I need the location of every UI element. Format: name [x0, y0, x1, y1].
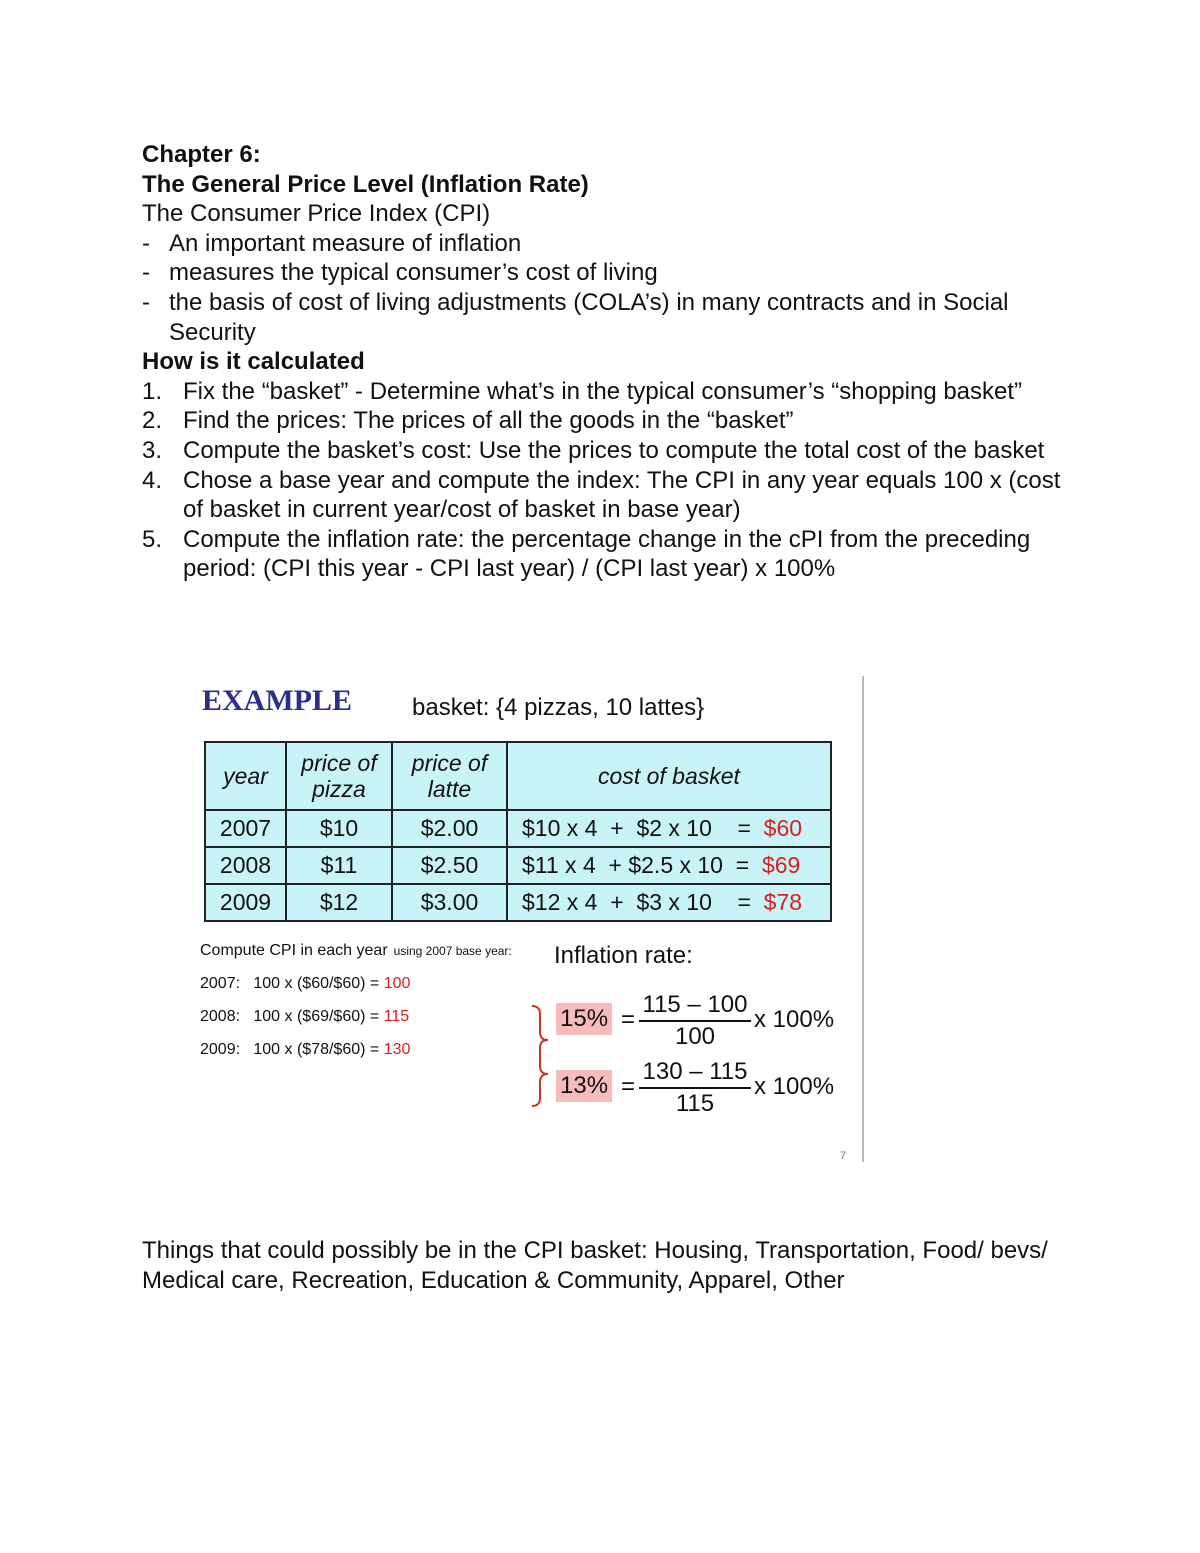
list-item: - An important measure of inflation: [142, 229, 1062, 259]
table-row: 2009 $12 $3.00 $12 x 4 + $3 x 10 = $78: [205, 884, 831, 921]
list-item: 5. Compute the inflation rate: the percentage change in the cPI from the preceding period: (CPI this year - CPI last year) / (CPI last year) x 100%: [142, 525, 1031, 583]
slide-divider: [862, 676, 864, 1162]
cpi-line: 2007: 100 x ($60/$60) = 100: [200, 975, 411, 992]
brace-icon: [526, 1004, 552, 1108]
chapter-label: Chapter 6:: [142, 141, 261, 168]
basket-cost-table: [204, 741, 832, 922]
list-item: - the basis of cost of living adjustments (COLA’s) in many contracts and in Social Security: [142, 288, 1062, 347]
cpi-base-note: using 2007 base year:: [393, 944, 512, 958]
cpi-points-list: [142, 229, 1062, 347]
list-item: 4. Chose a base year and compute the index: The CPI in any year equals 100 x (cost of basket in current year/cost of basket in base year): [142, 466, 1061, 524]
header-pizza: price of pizza: [286, 742, 392, 810]
basket-cost-value: $69: [761, 852, 801, 878]
basket-cost-value: $78: [763, 889, 803, 915]
list-item: 2. Find the prices: The prices of all the goods in the “basket”: [142, 407, 794, 435]
header-cost: cost of basket: [507, 742, 831, 810]
table-row: 2008 $11 $2.50 $11 x 4 + $2.5 x 10 = $69: [205, 847, 831, 884]
header-latte: price of latte: [392, 742, 507, 810]
slide-number: 7: [840, 1150, 847, 1162]
basket-label: basket: {4 pizzas, 10 lattes}: [412, 694, 705, 721]
table-row: 2007 $10 $2.00 $10 x 4 + $2 x 10 = $60: [205, 810, 831, 847]
table-header-row: [205, 742, 831, 810]
fraction-2008: $\frac{115 - 100}{100}$: [639, 991, 751, 1051]
header-year: year: [205, 742, 286, 810]
cpi-line: 2009: 100 x ($78/$60) = 130: [200, 1041, 411, 1058]
inflation-rate-2009: 13%: [556, 1070, 612, 1102]
inflation-rate-2008: 15%: [556, 1003, 612, 1035]
cpi-basket-note: Things that could possibly be in the CPI basket: Housing, Transportation, Food/ bevs/ Medical care, Recreation, Education & Community, Apparel, Other: [142, 1237, 1048, 1294]
chapter-title: The General Price Level (Inflation Rate): [142, 170, 589, 198]
fraction-2009: $\frac{130 - 115}{115}$: [639, 1058, 751, 1118]
section-subtitle: The Consumer Price Index (CPI): [142, 200, 491, 228]
example-slide: [196, 676, 866, 1166]
inflation-title: Inflation rate:: [554, 942, 693, 969]
basket-cost-value: $60: [763, 815, 803, 841]
list-item: 3. Compute the basket’s cost: Use the prices to compute the total cost of the basket: [142, 436, 1045, 464]
equals-sign: =: [621, 1073, 636, 1100]
document-body: [142, 140, 1062, 584]
list-item: - measures the typical consumer’s cost of living: [142, 258, 1062, 288]
example-title: EXAMPLE: [202, 684, 352, 717]
cpi-line: 2008: 100 x ($69/$60) = 115: [200, 1008, 410, 1025]
cpi-heading: Compute CPI in each year using 2007 base year:: [200, 942, 512, 959]
times-percent: x 100%: [754, 1006, 835, 1033]
calc-heading: How is it calculated: [142, 348, 365, 376]
list-item: 1. Fix the “basket” - Determine what’s in the typical consumer’s “shopping basket”: [142, 377, 1023, 405]
steps-list: [142, 377, 1062, 584]
times-percent: x 100%: [754, 1073, 835, 1100]
equals-sign: =: [621, 1006, 636, 1033]
